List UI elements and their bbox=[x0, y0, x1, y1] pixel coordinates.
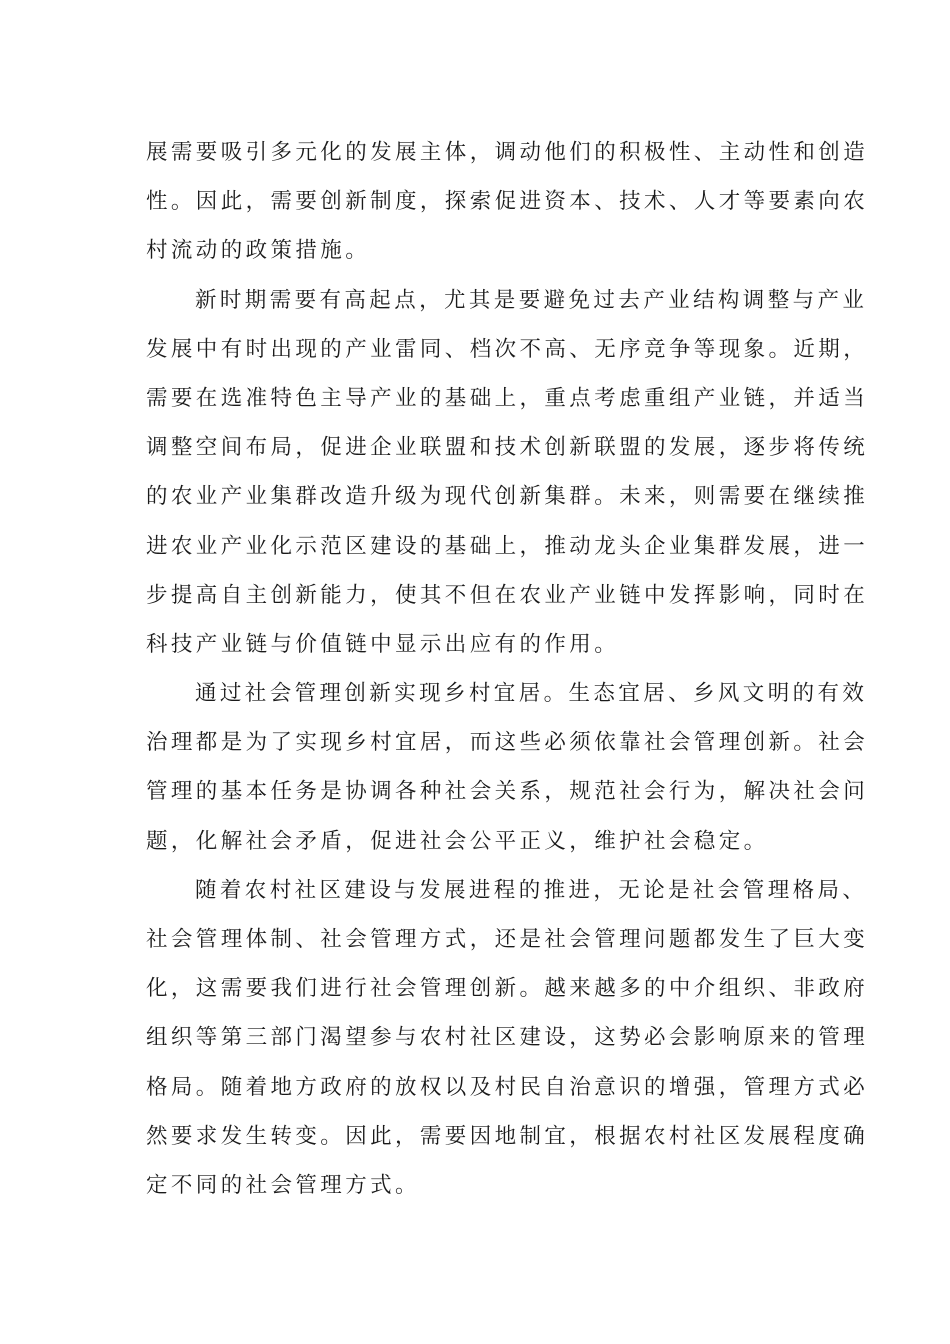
text-line: 格局。随着地方政府的放权以及村民自治意识的增强，管理方式必 bbox=[146, 1074, 869, 1100]
text-line: 然要求发生转变。因此，需要因地制宜，根据农村社区发展程度确 bbox=[146, 1123, 869, 1149]
text-line: 发展中有时出现的产业雷同、档次不高、无序竞争等现象。近期， bbox=[146, 336, 869, 362]
text-line: 进农业产业化示范区建设的基础上，推动龙头企业集群发展，进一 bbox=[146, 533, 869, 559]
text-line: 村流动的政策措施。 bbox=[146, 238, 371, 264]
text-line: 科技产业链与价值链中显示出应有的作用。 bbox=[146, 631, 620, 657]
paragraph-start-line: 通过社会管理创新实现乡村宜居。生态宜居、乡风文明的有效 bbox=[195, 681, 868, 707]
text-line: 需要在选准特色主导产业的基础上，重点考虑重组产业链，并适当 bbox=[146, 385, 869, 411]
text-line: 的农业产业集群改造升级为现代创新集群。未来，则需要在继续推 bbox=[146, 484, 869, 510]
text-line: 定不同的社会管理方式。 bbox=[146, 1172, 420, 1198]
paragraph-start-line: 随着农村社区建设与发展进程的推进，无论是社会管理格局、 bbox=[195, 877, 868, 903]
text-line: 性。因此，需要创新制度，探索促进资本、技术、人才等要素向农 bbox=[146, 189, 869, 215]
text-line: 展需要吸引多元化的发展主体，调动他们的积极性、主动性和创造 bbox=[146, 140, 869, 165]
text-line: 调整空间布局，促进企业联盟和技术创新联盟的发展，逐步将传统 bbox=[146, 435, 869, 461]
paragraph-start-line: 新时期需要有高起点，尤其是要避免过去产业结构调整与产业 bbox=[195, 287, 868, 313]
text-line: 化，这需要我们进行社会管理创新。越来越多的中介组织、非政府 bbox=[146, 976, 869, 1002]
text-line: 治理都是为了实现乡村宜居，而这些必须依靠社会管理创新。社会 bbox=[146, 730, 869, 756]
text-line: 管理的基本任务是协调各种社会关系，规范社会行为，解决社会问 bbox=[146, 779, 869, 805]
text-line: 社会管理体制、社会管理方式，还是社会管理问题都发生了巨大变 bbox=[146, 927, 869, 952]
text-line: 题，化解社会矛盾，促进社会公平正义，维护社会稳定。 bbox=[146, 828, 769, 854]
body-text bbox=[146, 128, 869, 1210]
text-line: 组织等第三部门渴望参与农村社区建设，这势必会影响原来的管理 bbox=[146, 1025, 869, 1051]
text-line: 步提高自主创新能力，使其不但在农业产业链中发挥影响，同时在 bbox=[146, 582, 869, 608]
